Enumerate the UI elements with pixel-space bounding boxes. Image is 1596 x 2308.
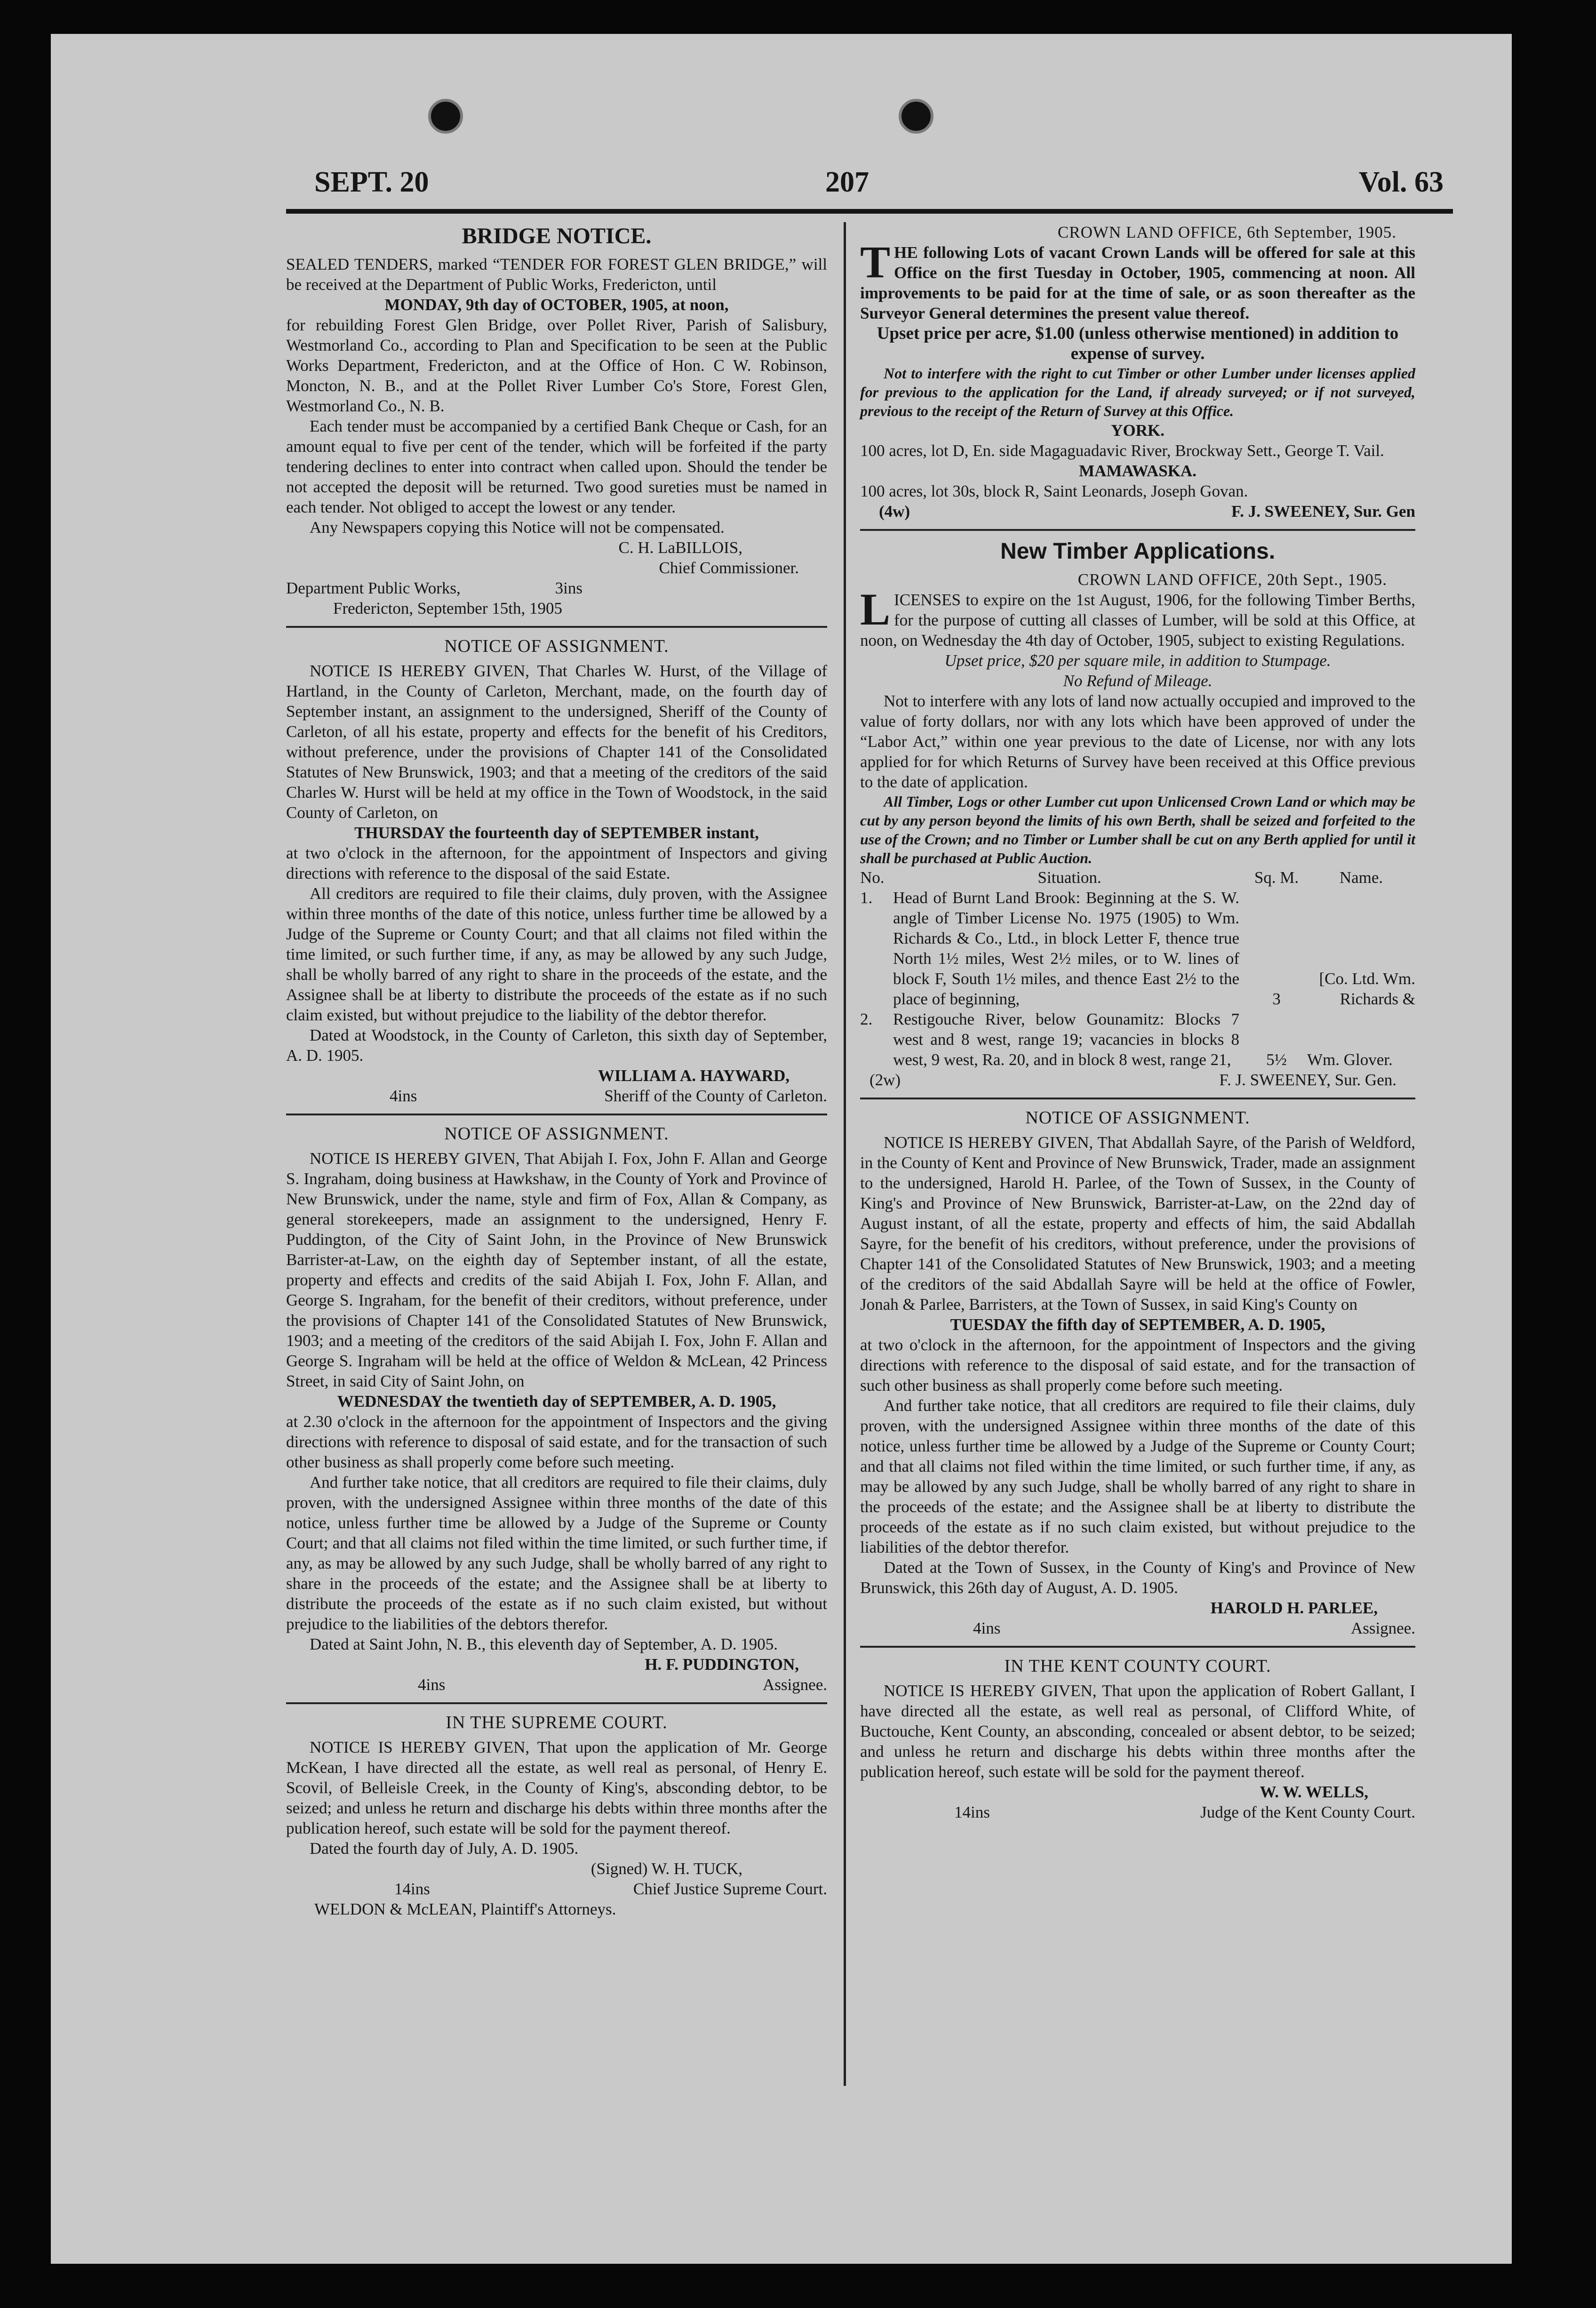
assignment-hurst-signature: WILLIAM A. HAYWARD, — [598, 1066, 790, 1085]
assignment-fox-sig-row — [286, 1675, 827, 1695]
crown-lands-office-line: CROWN LAND OFFICE, 6th September, 1905. — [1057, 223, 1396, 241]
timber-intro-text: ICENSES to expire on the 1st August, 1906, for the following Timber Berths, for the purpose of cutting all classes of Lumber, will be sold at this Office, at noon, on Wednesday the 4th day of October, 1905, subject to existing Regulations. — [860, 591, 1415, 649]
assignment-hurst-meeting: at two o'clock in the afternoon, for the appointment of Inspectors and giving directions with reference to the disposal of the said Estate. — [286, 844, 827, 882]
timber-berth-table — [860, 867, 1415, 1070]
assignment-fox-date: WEDNESDAY the twentieth day of SEPTEMBER, A. D. 1905, — [337, 1392, 776, 1410]
assignment-fox-title: NOTICE OF ASSIGNMENT. — [444, 1124, 669, 1144]
header-page-number: 207 — [825, 166, 869, 198]
assignment-hurst-dated: Dated at Woodstock, in the County of Carleton, this sixth day of September, A. D. 1905. — [286, 1026, 827, 1065]
timber-applications — [860, 537, 1415, 1090]
assignment-sayre-claims: And further take notice, that all creditors are required to file their claims, duly proven, with the undersigned Assignee within three months of the date of this notice, unless further time be allowed by a Judge of the Supreme or County Court; and that all claims not filed within the time limited, or such further time, if any, as may be allowed by any such Judge, shall be wholly barred of any right to share in the proceeds of the estate; and the Assignee shall be at liberty to distribute the proceeds of the estate as if no such claim existed, but without prejudice to the liabilities of the debtor therefor. — [860, 1396, 1415, 1556]
assignment-fox-ins: 4ins — [418, 1675, 446, 1694]
row-sqm: 5½ — [1266, 1050, 1287, 1069]
crown-lands-note: Not to interfere with the right to cut Timber or other Lumber under licenses applied for previous to the application for the Land, if already surveyed; or if not surveyed, previous to the receipt of the Return of Survey at this Office. — [860, 365, 1415, 419]
assignment-fox-signature-title: Assignee. — [762, 1675, 827, 1694]
section-separator — [860, 1646, 1415, 1648]
timber-signature: F. J. SWEENEY, Sur. Gen. — [1219, 1071, 1396, 1089]
assignment-hurst-claims: All creditors are required to file their claims, duly proven, with the Assignee within three months of the date of this notice, unless further time be allowed by a Judge of the Supreme or County Court; and that all claims not filed within the time limited, or such further time, if any, as may be allowed by any such Judge, shall be wholly barred of any right to share in the proceeds of the estate, and the Assignee shall be at liberty to distribute the proceeds of the estate as if no such claim existed, but without prejudice to the liability of the debtor therefor. — [286, 884, 827, 1024]
crown-lands-madawaska-lot: 100 acres, lot 30s, block R, Saint Leonards, Joseph Govan. — [860, 482, 1248, 500]
assignment-hurst-signature-title: Sheriff of the County of Carleton. — [604, 1087, 827, 1105]
supreme-court-sig-row — [286, 1879, 827, 1899]
crown-lands-madawaska-heading: MAMAWASKA. — [1079, 462, 1197, 480]
table-row — [860, 1009, 1415, 1070]
assignment-hurst-ins: 4ins — [390, 1087, 417, 1105]
timber-ins: (2w) — [870, 1071, 901, 1089]
assignment-sayre-title: NOTICE OF ASSIGNMENT. — [1025, 1108, 1250, 1128]
assignment-sayre-signature-title: Assignee. — [1350, 1619, 1415, 1637]
row-name: [Co. Ltd. Wm. Richards & — [1319, 970, 1415, 1008]
assignment-hurst-title: NOTICE OF ASSIGNMENT. — [444, 636, 669, 656]
bridge-notice-dept-date: Fredericton, September 15th, 1905 — [333, 599, 562, 617]
bridge-notice-title: BRIDGE NOTICE. — [462, 224, 652, 248]
row-no: 2. — [860, 1010, 873, 1028]
bridge-notice-signature-title: Chief Commissioner. — [659, 559, 799, 577]
timber-sig-row — [860, 1070, 1415, 1090]
punch-hole-right — [899, 99, 934, 134]
column-divider — [844, 222, 846, 2086]
assignment-notice-hurst — [286, 634, 827, 1106]
supreme-court-dated: Dated the fourth day of July, A. D. 1905. — [310, 1839, 579, 1858]
kent-county-court-notice — [860, 1654, 1415, 1822]
bridge-notice-dept: Department Public Works, — [286, 579, 461, 597]
header-date: SEPT. 20 — [314, 166, 429, 198]
header-rule — [286, 209, 1453, 214]
kent-court-sig-row — [860, 1802, 1415, 1822]
bridge-notice-intro: SEALED TENDERS, marked “TENDER FOR FOREST GLEN BRIDGE,” will be received at the Department of Public Works, Fredericton, until — [286, 255, 827, 294]
bridge-notice-newspapers: Any Newspapers copying this Notice will not be compensated. — [310, 518, 725, 537]
crown-lands-sale — [860, 222, 1415, 521]
bridge-notice — [286, 222, 827, 618]
assignment-sayre-date: TUESDAY the fifth day of SEPTEMBER, A. D. 1905, — [950, 1315, 1325, 1334]
bridge-notice-signature: C. H. LaBILLOIS, — [618, 538, 742, 557]
col-name: Name. — [1339, 868, 1383, 887]
section-separator — [860, 529, 1415, 531]
crown-lands-intro — [860, 237, 1415, 323]
assignment-fox-meeting: at 2.30 o'clock in the afternoon for the appointment of Inspectors and the giving directions with reference to disposal of said estate, and for the transaction of such other business as shall properly come before such meeting. — [286, 1412, 827, 1471]
row-situation: Head of Burnt Land Brook: Beginning at the S. W. angle of Timber License No. 1975 (1905) to Wm. Richards & Co., Ltd., in block Letter F, thence true North 1½ miles, West 2½ miles, or to W. lines of block F, South 1½ miles, and thence East 2½ to the place of beginning, — [893, 889, 1239, 1008]
kent-court-signature-title: Judge of the Kent County Court. — [1200, 1803, 1415, 1821]
assignment-fox-signature: H. F. PUDDINGTON, — [645, 1655, 799, 1674]
bridge-notice-body: for rebuilding Forest Glen Bridge, over Pollet River, Parish of Salisbury, Westmorland Co., according to Plan and Specification to be seen at the Public Works Department, Fredericton, and at the Office of Hon. C W. Robinson, Moncton, N. B., and at the Pollet River Lumber Co's Store, Forest Glen, Westmorland Co., N. B. — [286, 316, 827, 415]
kent-court-ins: 14ins — [954, 1803, 990, 1821]
crown-lands-ins: (4w) — [879, 502, 910, 521]
row-sqm: 3 — [1272, 990, 1281, 1008]
timber-conditions: Not to interfere with any lots of land now actually occupied and improved to the value of forty dollars, nor with any lots which have been approved of under the “Labor Act,” within one year previous to the date of License, nor with any lots applied for for which Returns of Survey have been received at this Office previous to the date of application. — [860, 692, 1415, 791]
punch-hole-left — [428, 99, 463, 134]
crown-lands-upset-price: Upset price per acre, $1.00 (unless otherwise mentioned) in addition to expense of survey. — [877, 324, 1399, 363]
kent-court-signature: W. W. WELLS, — [1260, 1783, 1368, 1801]
bridge-notice-tender-terms: Each tender must be accompanied by a certified Bank Cheque or Cash, for an amount equal to five per cent of the tender, which will be forfeited if the party tendering declines to enter into contract when called upon. Should the tender be not accepted the deposit will be returned. Two good sureties must be named in each tender. Not obliged to accept the lowest or any tender. — [286, 417, 827, 516]
assignment-fox-body: NOTICE IS HEREBY GIVEN, That Abijah I. Fox, John F. Allan and George S. Ingraham, doing business at Hawkshaw, in the County of York and Province of New Brunswick, under the name, style and firm of Fox, Allan & Company, as general storekeepers, made an assignment to the undersigned, Henry F. Puddington, of the City of Saint John, in the Province of New Brunswick Barrister-at-Law, on the eighth day of September instant, of all the estate, property and effects and credits of the said Abijah I. Fox, John F. Allan, and George S. Ingraham, for the benefit of their creditors, without preference, under the provisions of Chapter 141 of the Consolidated Statutes of New Brunswick, 1903; and a meeting of the creditors of the said Abijah I. Fox, John F. Allan and George S. Ingraham will be held at the office of Weldon & McLean, 42 Princess Street, in said City of Saint John, on — [286, 1149, 827, 1390]
header-volume: Vol. 63 — [1358, 166, 1444, 198]
timber-applications-title: New Timber Applications. — [1000, 539, 1276, 564]
assignment-hurst-body: NOTICE IS HEREBY GIVEN, That Charles W. Hurst, of the Village of Hartland, in the County of Carleton, Merchant, made, on the fourth day of September instant, an assignment to the undersigned, Sheriff of the County of Carleton, of all his estate, property and effects for the benefit of his Creditors, without preference, under the provisions of Chapter 141 of the Consolidated Statutes of New Brunswick, 1903; and that a meeting of the creditors of the said Charles W. Hurst will be held at my office in the Town of Woodstock, in the said County of Carleton, on — [286, 662, 827, 822]
assignment-sayre-dated: Dated at the Town of Sussex, in the County of King's and Province of New Brunswick, this 26th day of August, A. D. 1905. — [860, 1558, 1415, 1597]
assignment-notice-sayre — [860, 1106, 1415, 1638]
bridge-notice-date: MONDAY, 9th day of OCTOBER, 1905, at noon, — [384, 296, 729, 314]
col-sqm: Sq. M. — [1254, 868, 1299, 887]
assignment-sayre-meeting: at two o'clock in the afternoon, for the appointment of Inspectors and the giving directions with reference to the disposal of said estate, and for the transaction of such other business as shall properly come before such meeting. — [860, 1336, 1415, 1394]
timber-table-header — [860, 867, 1415, 888]
assignment-sayre-body: NOTICE IS HEREBY GIVEN, That Abdallah Sayre, of the Parish of Weldford, in the County of Kent and Province of New Brunswick, Trader, made an assignment to the undersigned, Harold H. Parlee, of the Town of Sussex, in the County of King's and Province of New Brunswick, Barrister-at-Law, on the 22nd day of August instant, of all the estate, property and effects of him, the said Abdallah Sayre, for the benefit of his creditors, without preference, under the provisions of Chapter 141 of the Consolidated Statutes of New Brunswick, 1903; and a meeting of the creditors of the said Abdallah Sayre will be held at the office of Fowler, Jonah & Parlee, Barristers, at the Town of Sussex, in said King's County on — [860, 1133, 1415, 1314]
kent-court-title: IN THE KENT COUNTY COURT. — [1004, 1656, 1271, 1676]
left-column — [286, 222, 827, 1919]
right-column — [860, 222, 1415, 1822]
crown-lands-sig-row — [860, 501, 1415, 521]
assignment-hurst-date: THURSDAY the fourteenth day of SEPTEMBER instant, — [354, 824, 759, 842]
row-no: 1. — [860, 889, 873, 907]
col-no: No. — [860, 868, 885, 887]
timber-upset-price: Upset price, $20 per square mile, in addition to Stumpage. — [944, 651, 1331, 670]
timber-dropcap: L — [860, 584, 891, 634]
col-situation: Situation. — [1037, 868, 1101, 887]
crown-lands-intro-text: HE following Lots of vacant Crown Lands will be offered for sale at this Office on the first Tuesday in October, 1905, commencing at noon. All improvements to be paid for at the time of sale, or as soon thereafter as the Surveyor General determines the present value thereof. — [860, 243, 1415, 322]
assignment-fox-claims: And further take notice, that all creditors are required to file their claims, duly proven, with the undersigned Assignee within three months of the date of this notice, unless further time be allowed by a Judge of the Supreme or County Court; and that all claims not filed within the time limited, or such further time, if any, as may be allowed by any such Judge, shall be wholly barred of any right to share in the proceeds of the estate; and the Assignee shall be at liberty to distribute the proceeds of the estate as if no such claim existed, but without prejudice to the liabilities of the debtors therefor. — [286, 1473, 827, 1633]
supreme-court-signature: (Signed) W. H. TUCK, — [591, 1859, 742, 1878]
crown-lands-signature: F. J. SWEENEY, Sur. Gen — [1231, 502, 1415, 521]
supreme-court-body: NOTICE IS HEREBY GIVEN, That upon the application of Mr. George McKean, I have directed all the estate, as well real as personal, of Henry E. Scovil, of Belleisle Creek, in the County of King's, absconding debtor, to be seized; and unless he return and discharge his debts within three months after the publication hereof, such estate will be sold for the payment thereof. — [286, 1738, 827, 1837]
timber-intro — [860, 584, 1415, 650]
bridge-notice-ins: 3ins — [555, 579, 583, 597]
supreme-court-ins: 14ins — [394, 1880, 430, 1898]
assignment-fox-dated: Dated at Saint John, N. B., this eleventh day of September, A. D. 1905. — [310, 1635, 778, 1653]
scanned-page — [51, 34, 1512, 2264]
section-separator — [286, 1114, 827, 1115]
assignment-hurst-sig-row — [286, 1086, 827, 1106]
assignment-notice-fox-allan — [286, 1122, 827, 1695]
supreme-court-signature-title: Chief Justice Supreme Court. — [633, 1880, 827, 1898]
section-separator — [286, 626, 827, 628]
row-situation: Restigouche River, below Gounamitz: Blocks 7 west and 8 west, range 19; vacancies in blocks 8 west, 9 west, Ra. 20, and in block 8 west, range 21, — [893, 1010, 1239, 1069]
row-name: Wm. Glover. — [1307, 1050, 1393, 1069]
supreme-court-notice — [286, 1711, 827, 1919]
assignment-sayre-signature: HAROLD H. PARLEE, — [1210, 1599, 1378, 1617]
timber-forfeit-note: All Timber, Logs or other Lumber cut upon Unlicensed Crown Land or which may be cut by any person beyond the limits of his own Berth, shall be seized and forfeited to the use of the Crown; and no Timber or Lumber shall be cut on any Berth applied for until it shall be purchased at Public Auction. — [860, 793, 1415, 866]
section-separator — [860, 1098, 1415, 1099]
timber-office-line: CROWN LAND OFFICE, 20th Sept., 1905. — [1077, 570, 1387, 589]
table-row — [860, 888, 1415, 1009]
assignment-sayre-sig-row — [860, 1618, 1415, 1638]
kent-court-body: NOTICE IS HEREBY GIVEN, That upon the application of Robert Gallant, I have directed all the estate, as well real as personal, of Clifford White, of Buctouche, Kent County, an absconding, concealed or absent debtor, to be seized; and unless he return and discharge his debts within three months after the publication hereof, such estate will be sold for the payment thereof. — [860, 1682, 1415, 1781]
supreme-court-attorneys: WELDON & McLEAN, Plaintiff's Attorneys. — [314, 1900, 616, 1918]
timber-no-refund: No Refund of Mileage. — [1063, 672, 1213, 690]
crown-lands-york-heading: YORK. — [1111, 421, 1165, 440]
supreme-court-title: IN THE SUPREME COURT. — [446, 1713, 668, 1732]
section-separator — [286, 1702, 827, 1704]
crown-lands-york-lot: 100 acres, lot D, En. side Magaguadavic River, Brockway Sett., George T. Vail. — [860, 441, 1384, 460]
bridge-notice-dept-row — [286, 578, 827, 598]
assignment-sayre-ins: 4ins — [973, 1619, 1001, 1637]
crown-lands-dropcap: T — [860, 237, 891, 287]
page-header — [314, 166, 1444, 227]
